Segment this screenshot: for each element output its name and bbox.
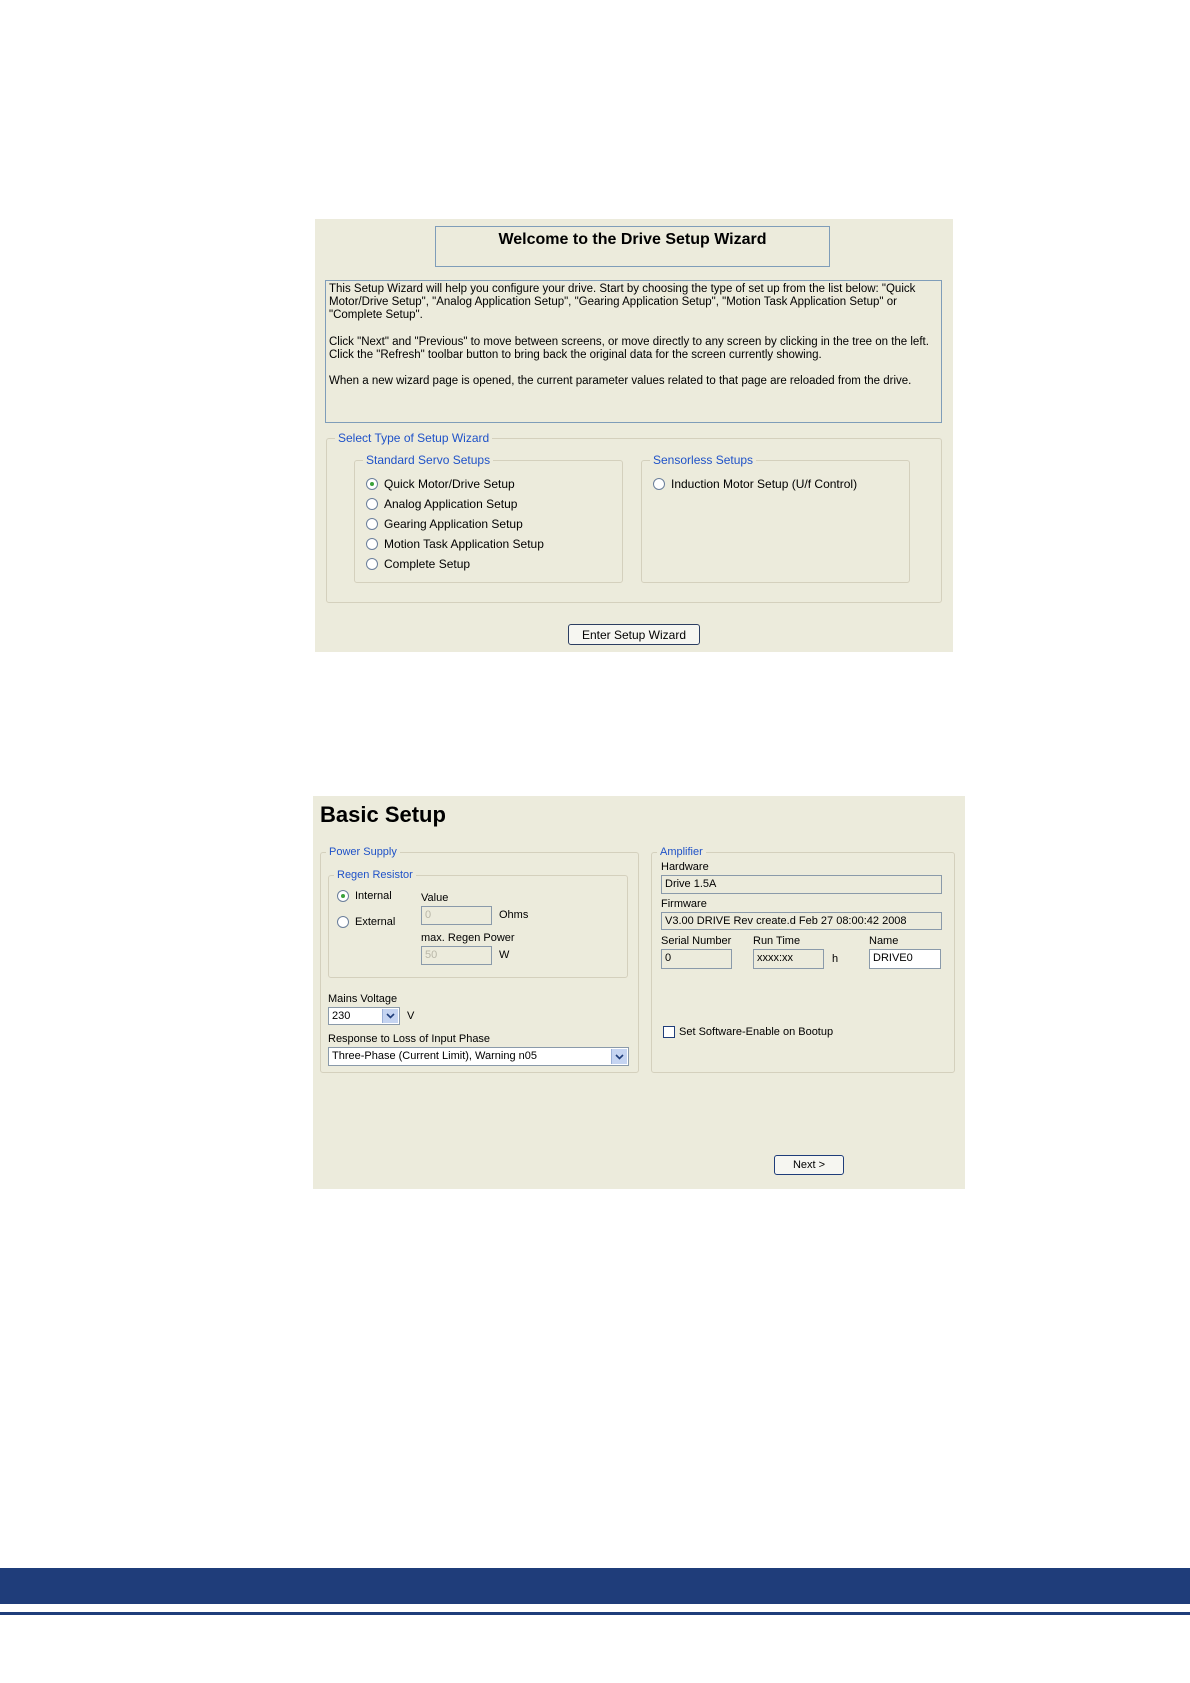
name-label: Name xyxy=(869,935,899,947)
radio-gearing-application-setup[interactable] xyxy=(366,517,523,531)
intro-paragraph-1: This Setup Wizard will help you configure your drive. Start by choosing the type of set up from the list below: "Quick Motor/Drive Setup", "Analog Application Setup", "Gearing Application Setup", "Motion Task Application Setup" or "Complete Setup". xyxy=(329,283,916,322)
radio-icon xyxy=(653,478,665,490)
firmware-field: V3.00 DRIVE Rev create.d Feb 27 08:00:42 2008 xyxy=(661,912,942,930)
radio-regen-internal[interactable] xyxy=(337,890,392,902)
loss-input-phase-select[interactable] xyxy=(328,1047,629,1066)
sensorless-setups-legend: Sensorless Setups xyxy=(650,453,756,467)
radio-regen-external[interactable] xyxy=(337,916,395,928)
firmware-label: Firmware xyxy=(661,898,707,910)
radio-selected-icon xyxy=(337,890,349,902)
radio-label: Motion Task Application Setup xyxy=(384,537,544,551)
chevron-down-icon[interactable] xyxy=(382,1009,398,1023)
amplifier-legend: Amplifier xyxy=(657,846,706,858)
max-regen-power-unit: W xyxy=(499,949,510,961)
radio-label: Complete Setup xyxy=(384,557,471,571)
radio-label: Gearing Application Setup xyxy=(384,517,523,531)
standard-setups-group xyxy=(354,453,623,583)
regen-value-label: Value xyxy=(421,892,449,904)
chevron-down-icon[interactable] xyxy=(611,1049,627,1064)
enter-setup-wizard-button[interactable]: Enter Setup Wizard xyxy=(568,624,700,645)
checkbox-icon[interactable] xyxy=(663,1026,675,1038)
radio-icon xyxy=(366,518,378,530)
sensorless-setups-group xyxy=(641,453,910,583)
wizard-title: Welcome to the Drive Setup Wizard xyxy=(498,231,767,248)
run-time-label: Run Time xyxy=(753,935,801,947)
select-type-legend: Select Type of Setup Wizard xyxy=(335,431,492,445)
radio-quick-motor-drive-setup[interactable] xyxy=(366,477,515,491)
footer-rule xyxy=(0,1612,1190,1615)
mains-voltage-value: 230 xyxy=(332,1010,351,1022)
basic-setup-panel xyxy=(313,796,965,1189)
software-enable-label: Set Software-Enable on Bootup xyxy=(679,1026,834,1038)
hardware-field: Drive 1.5A xyxy=(661,875,942,894)
radio-label: External xyxy=(355,916,396,928)
intro-paragraph-2: Click "Next" and "Previous" to move between screens, or move directly to any screen by clicking in the tree on the left. Click the "Refresh" toolbar button to bring back the original data for the screen currently showing. xyxy=(329,335,929,361)
regen-resistor-group xyxy=(328,869,628,978)
mains-voltage-select[interactable] xyxy=(328,1007,400,1025)
wizard-title-box xyxy=(435,226,830,267)
mains-voltage-unit: V xyxy=(407,1010,415,1022)
radio-complete-setup[interactable] xyxy=(366,557,470,571)
wizard-intro-text xyxy=(325,280,942,423)
radio-selected-icon xyxy=(366,478,378,490)
radio-icon xyxy=(366,558,378,570)
serial-number-field: 0 xyxy=(661,949,732,969)
regen-value-unit: Ohms xyxy=(499,909,529,921)
power-supply-group xyxy=(320,846,639,1073)
run-time-unit: h xyxy=(832,953,839,965)
radio-analog-application-setup[interactable] xyxy=(366,497,517,511)
name-input[interactable]: DRIVE0 xyxy=(869,949,941,969)
max-regen-power-label: max. Regen Power xyxy=(421,932,515,944)
radio-label: Internal xyxy=(355,890,392,902)
standard-setups-legend: Standard Servo Setups xyxy=(363,453,493,467)
power-supply-legend: Power Supply xyxy=(326,846,400,858)
radio-icon xyxy=(366,498,378,510)
serial-number-label: Serial Number xyxy=(661,935,732,947)
run-time-field: xxxx:xx xyxy=(753,949,824,969)
max-regen-power-input[interactable]: 50 xyxy=(421,946,492,965)
radio-icon xyxy=(337,916,349,928)
radio-label: Analog Application Setup xyxy=(384,497,518,511)
hardware-label: Hardware xyxy=(661,861,709,873)
radio-induction-motor-setup[interactable] xyxy=(653,477,857,491)
footer-band xyxy=(0,1568,1190,1604)
regen-value-input[interactable]: 0 xyxy=(421,906,492,925)
loss-input-phase-label: Response to Loss of Input Phase xyxy=(328,1033,491,1045)
basic-setup-title: Basic Setup xyxy=(320,802,446,827)
loss-input-phase-value: Three-Phase (Current Limit), Warning n05 xyxy=(332,1050,538,1062)
radio-motion-task-application-setup[interactable] xyxy=(366,537,544,551)
software-enable-checkbox-row[interactable] xyxy=(663,1026,833,1038)
setup-wizard-panel xyxy=(315,219,953,652)
radio-label: Quick Motor/Drive Setup xyxy=(384,477,515,491)
regen-resistor-legend: Regen Resistor xyxy=(334,869,416,881)
mains-voltage-label: Mains Voltage xyxy=(328,993,398,1005)
intro-paragraph-3: When a new wizard page is opened, the current parameter values related to that page are reloaded from the drive. xyxy=(329,375,912,388)
radio-label: Induction Motor Setup (U/f Control) xyxy=(671,477,858,491)
select-type-group xyxy=(326,431,942,603)
radio-icon xyxy=(366,538,378,550)
next-button[interactable]: Next > xyxy=(774,1155,844,1175)
amplifier-group xyxy=(651,846,955,1073)
